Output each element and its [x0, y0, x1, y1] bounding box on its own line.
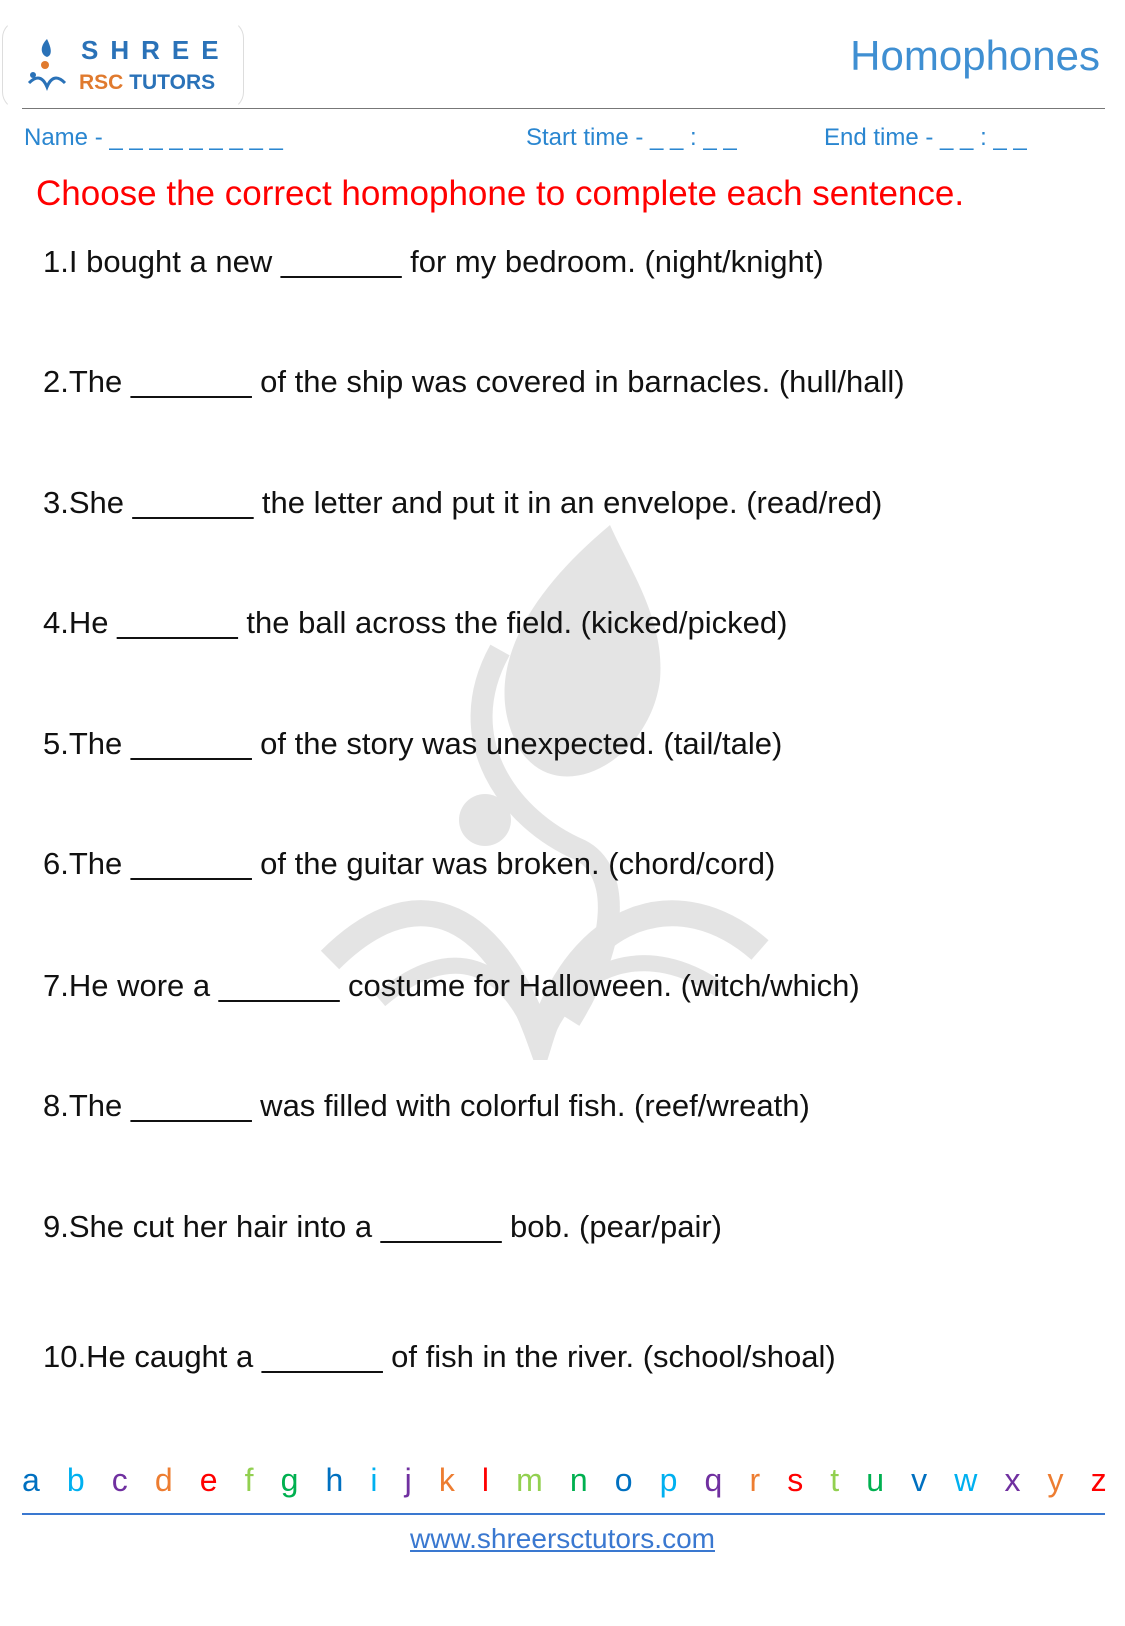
- alphabet-letter-x: x: [1004, 1462, 1021, 1498]
- alphabet-letter-n: n: [569, 1462, 588, 1498]
- alphabet-letter-f: f: [244, 1462, 254, 1498]
- alphabet-letter-c: c: [111, 1462, 128, 1498]
- question-5[interactable]: 5.The _______ of the story was unexpected. (tail/tale): [43, 726, 783, 761]
- alphabet-letter-s: s: [787, 1462, 804, 1498]
- question-10[interactable]: 10.He caught a _______ of fish in the river. (school/shoal): [43, 1339, 836, 1374]
- question-4[interactable]: 4.He _______ the ball across the field. (kicked/picked): [43, 605, 788, 640]
- end-time-field[interactable]: End time - _ _ : _ _: [824, 124, 1027, 151]
- instruction: Choose the correct homophone to complete each sentence.: [36, 174, 965, 213]
- alphabet-letter-u: u: [866, 1462, 885, 1498]
- alphabet-letter-i: i: [370, 1462, 378, 1498]
- question-7[interactable]: 7.He wore a _______ costume for Halloween. (witch/which): [43, 968, 860, 1003]
- alphabet-letter-j: j: [404, 1462, 412, 1498]
- alphabet-letter-d: d: [154, 1462, 173, 1498]
- alphabet-letter-g: g: [280, 1462, 299, 1498]
- footer-divider: [22, 1513, 1105, 1515]
- alphabet-letter-l: l: [481, 1462, 490, 1498]
- header-divider: [22, 108, 1105, 109]
- alphabet-letter-q: q: [704, 1462, 723, 1498]
- alphabet-letter-e: e: [199, 1462, 218, 1498]
- logo-rsc: RSC: [79, 71, 124, 94]
- question-1[interactable]: 1.I bought a new _______ for my bedroom. (night/knight): [43, 244, 824, 279]
- footer-link[interactable]: www.shreersctutors.com: [410, 1523, 715, 1554]
- alphabet-letter-k: k: [438, 1462, 455, 1498]
- logo: [2, 20, 244, 110]
- alphabet-letter-r: r: [749, 1462, 761, 1498]
- alphabet-letter-v: v: [911, 1462, 928, 1498]
- question-6[interactable]: 6.The _______ of the guitar was broken. (chord/cord): [43, 846, 776, 881]
- alphabet-letter-a: a: [22, 1462, 40, 1498]
- question-8[interactable]: 8.The _______ was filled with colorful fish. (reef/wreath): [43, 1088, 810, 1123]
- question-2[interactable]: 2.The _______ of the ship was covered in barnacles. (hull/hall): [43, 364, 905, 399]
- logo-icon: [25, 37, 69, 93]
- alphabet-letter-o: o: [614, 1462, 633, 1498]
- worksheet-title: Homophones: [850, 32, 1100, 79]
- question-9[interactable]: 9.She cut her hair into a _______ bob. (pear/pair): [43, 1209, 723, 1244]
- alphabet-letter-b: b: [66, 1462, 85, 1498]
- logo-shree: SHREE: [81, 35, 231, 65]
- alphabet-letter-h: h: [325, 1462, 344, 1498]
- alphabet-letter-y: y: [1047, 1462, 1064, 1498]
- name-field[interactable]: Name - _ _ _ _ _ _ _ _ _: [24, 124, 283, 151]
- alphabet-strip: [22, 1462, 1107, 1499]
- alphabet-letter-t: t: [830, 1462, 840, 1498]
- alphabet-letter-z: z: [1090, 1462, 1107, 1498]
- logo-rsc-tutors: [79, 71, 215, 95]
- start-time-field[interactable]: Start time - _ _ : _ _: [526, 124, 737, 151]
- question-3[interactable]: 3.She _______ the letter and put it in an envelope. (read/red): [43, 485, 883, 520]
- alphabet-letter-w: w: [954, 1462, 978, 1498]
- logo-tutors: TUTORS: [129, 71, 216, 94]
- alphabet-letter-m: m: [516, 1462, 543, 1498]
- alphabet-letter-p: p: [659, 1462, 678, 1498]
